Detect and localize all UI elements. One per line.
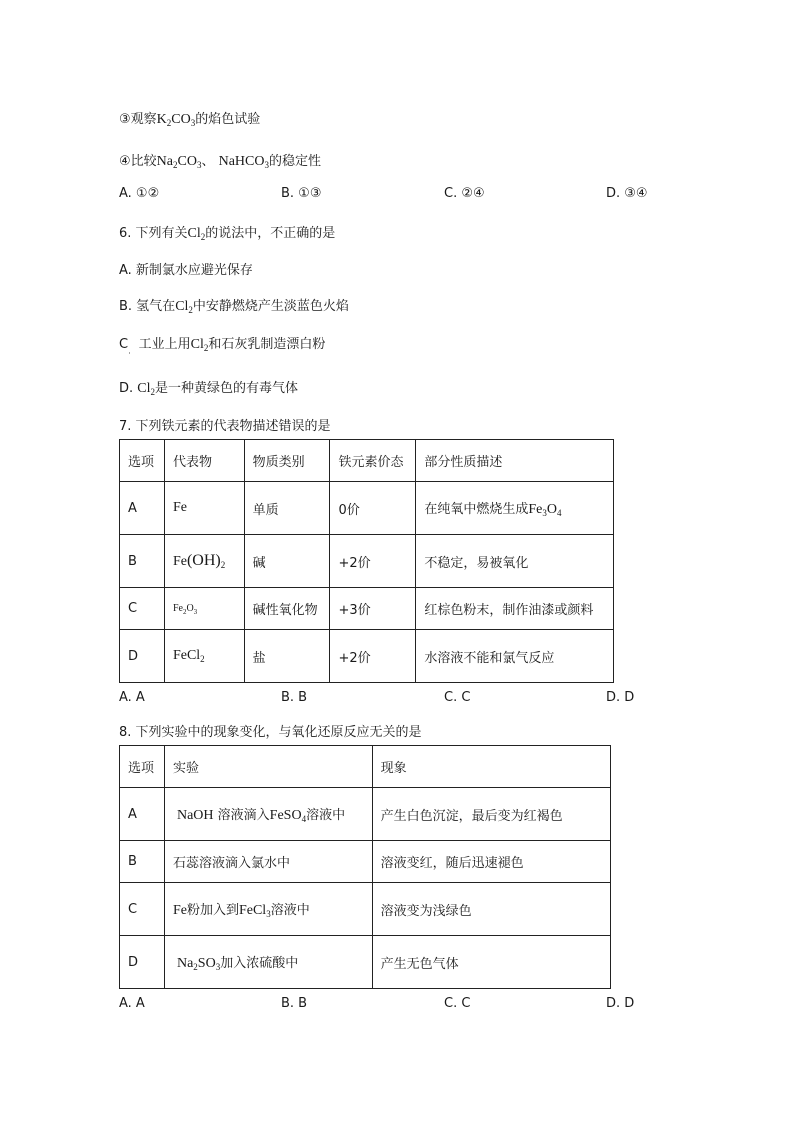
stray-dot: · bbox=[128, 349, 131, 358]
substance-fe: Fe bbox=[164, 482, 244, 535]
cl2-formula: $Cl_2$ bbox=[137, 381, 156, 397]
q8-option-a[interactable]: A. A bbox=[119, 996, 145, 1011]
q5-item3-prefix: ③观察 bbox=[119, 112, 157, 127]
q5-item3-suffix: 的焰色试验 bbox=[195, 112, 261, 127]
substance-fe2o3: $Fe_2O_3$ bbox=[164, 588, 244, 630]
k2co3-formula: $K_2CO_3$ bbox=[156, 112, 196, 128]
q5-item4-suffix: 的稳定性 bbox=[268, 154, 321, 169]
fe3o4-formula: $Fe_3O_4$ bbox=[528, 502, 562, 518]
header-category: 物质类别 bbox=[244, 440, 330, 482]
substance-fecl2: FeCl$_2$ bbox=[164, 630, 244, 683]
table-row: A NaOH 溶液滴入FeSO$_4$溶液中 产生白色沉淀，最后变为红褐色 bbox=[120, 788, 611, 841]
table-row: B $Fe(OH)_2$ 碱 +2价 不稳定，易被氧化 bbox=[120, 535, 614, 588]
table-row: A Fe 单质 0价 在纯氧中燃烧生成$Fe_3O_4$ bbox=[120, 482, 614, 535]
q5-option-b[interactable]: B. ①③ bbox=[281, 186, 322, 201]
substance-feoh2: $Fe(OH)_2$ bbox=[164, 535, 244, 588]
q5-option-a[interactable]: A. ①② bbox=[119, 186, 160, 201]
q8-table bbox=[119, 745, 611, 989]
q7-option-c[interactable]: C. C bbox=[444, 690, 471, 705]
q5-options bbox=[119, 186, 648, 204]
q7-options bbox=[119, 690, 639, 708]
header-properties: 部分性质描述 bbox=[416, 440, 614, 482]
header-option: 选项 bbox=[120, 440, 165, 482]
q8-option-d[interactable]: D. D bbox=[606, 996, 635, 1011]
q6-option-c[interactable]: $C_\cdot$工业上用$Cl_2$和石灰乳制造漂白粉 bbox=[119, 337, 326, 358]
na2co3-formula: $Na_2CO_3$ bbox=[156, 154, 202, 170]
cl2-formula: $Cl_2$ bbox=[190, 337, 209, 353]
table-row: B 石蕊溶液滴入氯水中 溶液变红，随后迅速褪色 bbox=[120, 841, 611, 883]
table-header-row bbox=[120, 746, 611, 788]
header-substance: 代表物 bbox=[164, 440, 244, 482]
q6-option-b[interactable]: B. 氢气在$Cl_2$中安静燃烧产生淡蓝色火焰 bbox=[119, 299, 349, 315]
q5-item4-sep: 、 bbox=[201, 154, 215, 169]
header-valence: 铁元素价态 bbox=[330, 440, 416, 482]
q8-option-c[interactable]: C. C bbox=[444, 996, 471, 1011]
q5-option-c[interactable]: C. ②④ bbox=[444, 186, 485, 201]
cl2-formula: $Cl_2$ bbox=[175, 299, 193, 315]
header-experiment: 实验 bbox=[164, 746, 372, 788]
q8-stem: 8. 下列实验中的现象变化，与氧化还原反应无关的是 bbox=[119, 725, 422, 740]
q7-table bbox=[119, 439, 614, 683]
q7-option-a[interactable]: A. A bbox=[119, 690, 145, 705]
q7-option-b[interactable]: B. B bbox=[281, 690, 308, 705]
table-row: C Fe粉加入到FeCl$_3$溶液中 溶液变为浅绿色 bbox=[120, 883, 611, 936]
q5-item-4 bbox=[119, 150, 321, 170]
cl2-formula: $Cl_2$ bbox=[187, 226, 206, 242]
header-phenomenon: 现象 bbox=[372, 746, 610, 788]
table-row: C $Fe_2O_3$ 碱性氧化物 +3价 红棕色粉末，制作油漆或颜料 bbox=[120, 588, 614, 630]
table-row: D FeCl$_2$ 盐 +2价 水溶液不能和氯气反应 bbox=[120, 630, 614, 683]
q6-stem: 6. 下列有关$Cl_2$的说法中，不正确的是 bbox=[119, 226, 336, 242]
q7-stem: 7. 下列铁元素的代表物描述错误的是 bbox=[119, 419, 331, 434]
q8-options bbox=[119, 996, 639, 1014]
q8-option-b[interactable]: B. B bbox=[281, 996, 308, 1011]
header-option: 选项 bbox=[120, 746, 165, 788]
q5-item4-prefix: ④比较 bbox=[119, 154, 157, 169]
table-header-row bbox=[120, 440, 614, 482]
q7-option-d[interactable]: D. D bbox=[606, 690, 635, 705]
q5-item-3 bbox=[119, 108, 260, 128]
q5-option-d[interactable]: D. ③④ bbox=[606, 186, 648, 201]
nahco3-formula: NaHCO$_3$ bbox=[218, 154, 269, 170]
q6-option-a[interactable]: A. 新制氯水应避光保存 bbox=[119, 263, 253, 278]
q6-option-d[interactable]: D. $Cl_2$是一种黄绿色的有毒气体 bbox=[119, 381, 299, 397]
table-row: D $Na_2SO_3$加入浓硫酸中 产生无色气体 bbox=[120, 936, 611, 989]
q6-option-c-letter: C bbox=[119, 337, 129, 352]
